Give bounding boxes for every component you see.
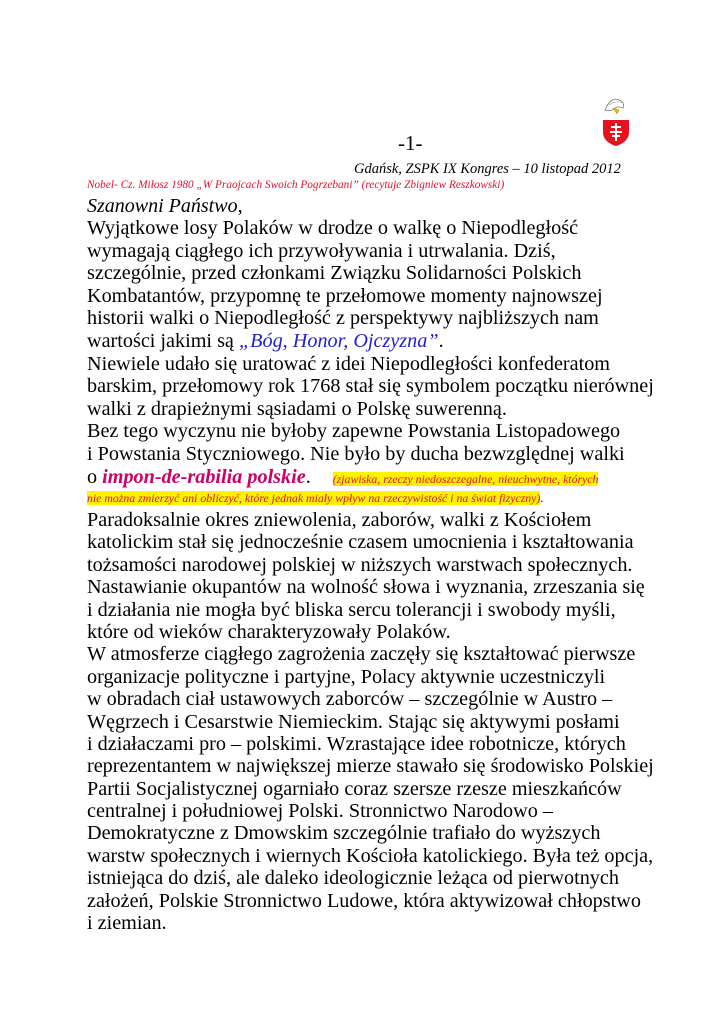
text-line: szczególnie, przed członkami Związku Solidarności Polskich bbox=[87, 262, 582, 285]
text-line: Demokratyczne z Dmowskim szczególnie trafiało do wyższych bbox=[87, 822, 601, 845]
text-fragment: . bbox=[438, 329, 444, 352]
text-fragment: . bbox=[305, 465, 311, 488]
impon-term: impon-de-rabilia polskie bbox=[102, 465, 306, 488]
text-line: Paradoksalnie okres zniewolenia, zaborów, walki z Kościołem bbox=[87, 509, 592, 531]
text-line: w obradach ciał ustawowych zaborców – szczególnie w Austro – bbox=[87, 688, 613, 711]
body-paragraph-history bbox=[87, 509, 717, 934]
text-line: historii walki o Niepodległość z perspektywy najbliższych nam bbox=[87, 307, 599, 330]
text-line: Węgrzech i Cesarstwie Niemieckim. Stając się aktywymi posłami bbox=[87, 710, 620, 733]
text-line: tożsamości narodowej polskiej w niższych warstwach społecznych. bbox=[87, 553, 633, 576]
nobel-note: Nobel- Cz. Miłosz 1980 „W Praojcach Swoich Pogrzebani” (recytuje Zbigniew Reszkowski) bbox=[87, 179, 505, 191]
text-line: Partii Socjalistycznej ogarniało coraz szersze rzesze mieszkańców bbox=[87, 777, 622, 800]
body-paragraphs bbox=[87, 217, 717, 510]
text-line: barskim, przełomowy rok 1768 stał się symbolem początku nierównej bbox=[87, 375, 654, 398]
text-line: Niewiele udało się uratować z idei Niepodległości konfederatom bbox=[87, 352, 611, 375]
text-line: i Powstania Styczniowego. Nie było by ducha bezwzględnej walki bbox=[87, 442, 625, 465]
text-line: Kombatantów, przypomnę te przełomowe momenty najnowszej bbox=[87, 284, 603, 307]
text-line: i działania nie mogła być bliska sercu tolerancji i swobody myśli, bbox=[87, 598, 616, 621]
text-line: założeń, Polskie Stronnictwo Ludowe, która aktywizował chłopstwo bbox=[87, 889, 641, 912]
text-line: Wyjątkowe losy Polaków w drodze o walkę o Niepodległość bbox=[87, 217, 579, 239]
text-line: W atmosferze ciągłego zagrożenia zaczęły się kształtować pierwsze bbox=[87, 643, 636, 666]
text-line: reprezentantem w największej mierze stawało się środowisko Polskiej bbox=[87, 755, 654, 778]
text-line: i ziemian. bbox=[87, 912, 167, 935]
highlighted-note: (zjawiska, rzeczy niedoszczegalne, nieuchwytne, których bbox=[332, 471, 599, 486]
text-line: centralnej i południowej Polski. Stronnictwo Narodowo – bbox=[87, 800, 553, 823]
page-number: -1- bbox=[398, 131, 423, 155]
text-line: organizacje polityczne i partyjne, Polacy aktywnie uczestniczyli bbox=[87, 665, 606, 688]
highlighted-note: nie można zmierzyć ani obliczyć, które jednak miały wpływ na rzeczywistość i na świat fizyczny) bbox=[87, 491, 541, 506]
text-fragment: o bbox=[87, 465, 103, 488]
text-line: warstw społecznych i wiernych Kościoła katolickiego. Była też opcja, bbox=[87, 844, 654, 867]
text-line: które od wieków charakteryzowały Polaków. bbox=[87, 620, 451, 643]
motto: „Bóg, Honor, Ojczyzna” bbox=[238, 329, 439, 352]
salutation: Szanowni Państwo, bbox=[87, 195, 243, 217]
text-line: Bez tego wyczynu nie byłoby zapewne Powstania Listopadowego bbox=[87, 420, 621, 443]
text-line: i działaczami pro – polskimi. Wzrastające idee robotnicze, których bbox=[87, 732, 626, 755]
text-line: wymagają ciągłego ich przywoływania i utrwalania. Dziś, bbox=[87, 239, 556, 262]
text-line bbox=[87, 466, 717, 489]
text-line bbox=[87, 330, 717, 353]
text-line: katolickim stał się jednocześnie czasem umocnienia i kształtowania bbox=[87, 531, 634, 554]
text-line: walki z drapieżnymi sąsiadami o Polskę suwerenną. bbox=[87, 397, 507, 420]
emblem-icon bbox=[601, 86, 631, 146]
text-fragment: . bbox=[540, 491, 544, 506]
text-fragment: wartości jakimi są bbox=[87, 329, 239, 352]
text-line: istniejąca do dziś, ale daleko ideologicznie leżąca od pierwotnych bbox=[87, 867, 619, 890]
text-line: Nastawianie okupantów na wolność słowa i wyznania, zrzeszania się bbox=[87, 576, 645, 599]
event-header: Gdańsk, ZSPK IX Kongres – 10 listopad 2012 bbox=[354, 161, 621, 177]
text-line bbox=[87, 488, 717, 510]
